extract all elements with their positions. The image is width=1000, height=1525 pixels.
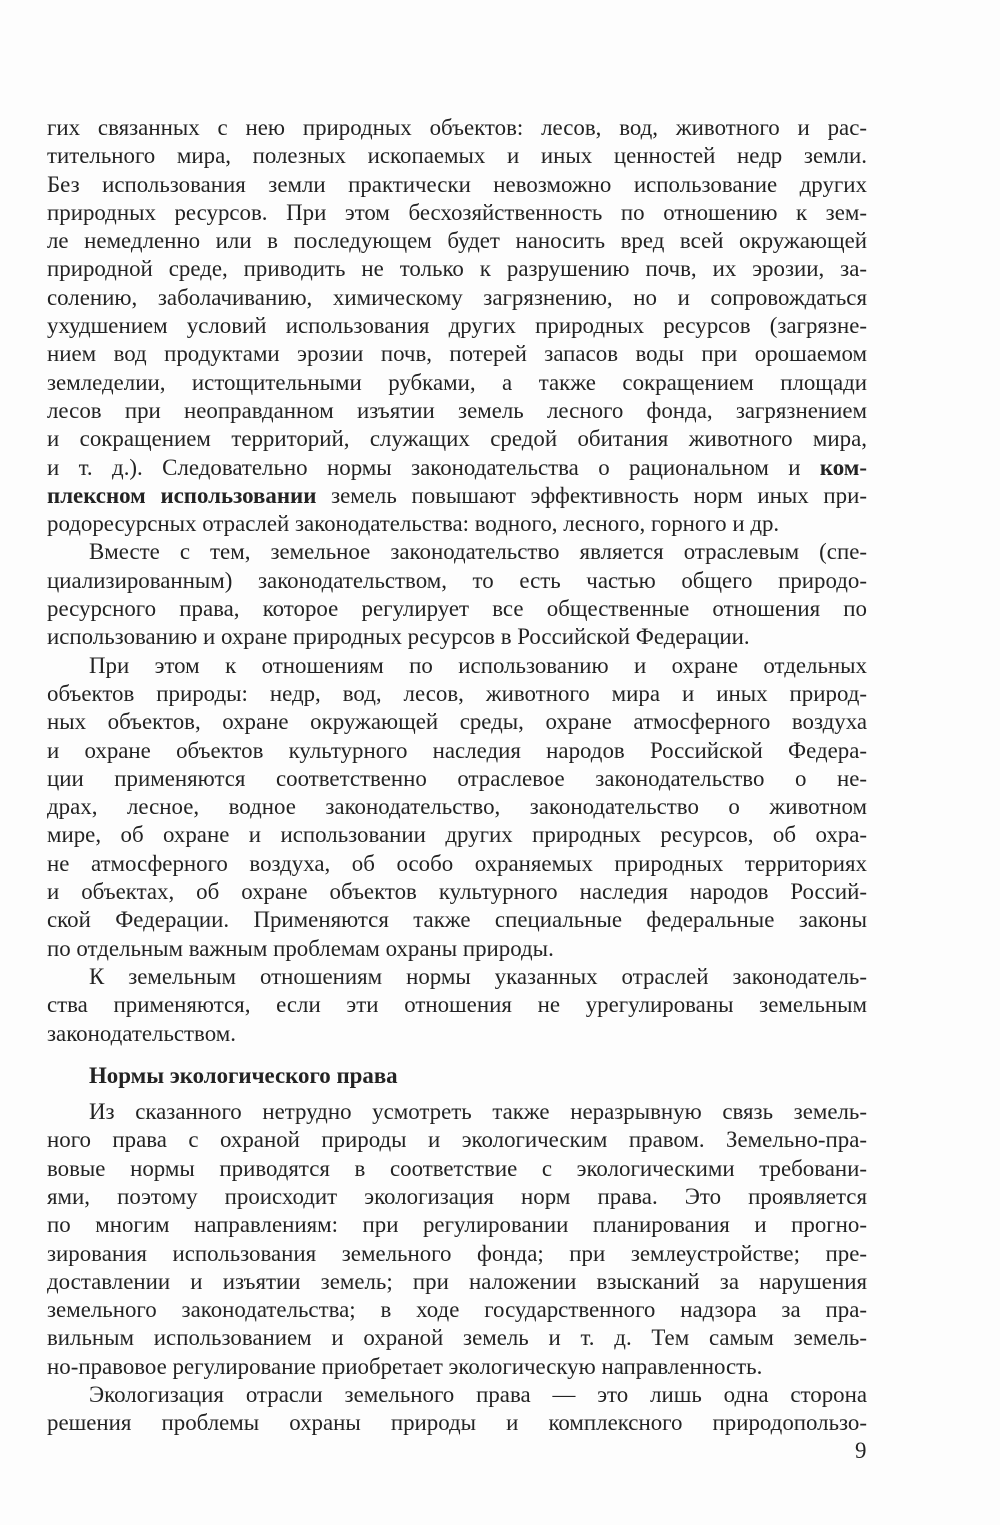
text-line: зирования использования земельного фонда; при землеустройстве; пре-	[47, 1240, 867, 1266]
text-line: тительного мира, полезных ископаемых и иных ценностей недр земли.	[47, 143, 867, 169]
text-line: циализированным) законодательством, то есть частью общего природо-	[47, 567, 867, 593]
paragraph-4	[47, 963, 867, 1048]
text-line: ства применяются, если эти отношения не урегулированы земельным	[47, 992, 867, 1018]
text-line: ных объектов, охране окружающей среды, охране атмосферного воздуха	[47, 709, 867, 735]
text-line: нием вод продуктами эрозии почв, потерей запасов воды при орошаемом	[47, 341, 867, 367]
text-line: земельного законодательства; в ходе государственного надзора за пра-	[47, 1297, 867, 1323]
text-line-with-bold	[47, 482, 867, 510]
text-column	[47, 114, 867, 1438]
text-line: ции применяются соответственно отраслевое законодательство о не-	[47, 765, 867, 791]
text-line: ного права с охраной природы и экологическим правом. Земельно-пра-	[47, 1127, 867, 1153]
bold-term-part-2: плексном использовании	[47, 482, 317, 508]
text-line: солению, заболачиванию, химическому загрязнению, но и сопровождаться	[47, 284, 867, 310]
text-line: по отдельным важным проблемам охраны природы.	[47, 935, 554, 961]
text-line: доставлении и изъятии земель; при наложении взысканий за нарушения	[47, 1268, 867, 1294]
text-line: законодательством.	[47, 1020, 236, 1046]
text-line: и сокращением территорий, служащих средой обитания животного мира,	[47, 426, 867, 452]
text-line: земледелии, истощительными рубками, а также сокращением площади	[47, 369, 867, 395]
text-line: ле немедленно или в последующем будет наносить вред всей окружающей	[47, 228, 867, 254]
text-line: по многим направлениям: при регулировании планирования и прогно-	[47, 1212, 867, 1238]
text-line: не атмосферного воздуха, об особо охраняемых природных территориях	[47, 850, 867, 876]
text-line: мире, об охране и использовании других природных ресурсов, об охра-	[47, 822, 867, 848]
text-line: гих связанных с нею природных объектов: лесов, вод, животного и рас-	[47, 115, 867, 140]
text-fragment: земель повышают эффективность норм иных при-	[316, 482, 867, 508]
text-line: При этом к отношениям по использованию и охране отдельных	[89, 652, 867, 678]
text-line-with-bold	[47, 454, 867, 482]
page-number: 9	[855, 1438, 867, 1463]
text-line: природных ресурсов. При этом бесхозяйственность по отношению к зем-	[47, 199, 867, 225]
paragraph-6	[47, 1381, 867, 1438]
text-line: и охране объектов культурного наследия народов Российской Федера-	[47, 737, 867, 763]
paragraph-2	[47, 538, 867, 651]
section-heading: Нормы экологического права	[89, 1062, 398, 1088]
text-line: ухудшением условий использования других природных ресурсов (загрязне-	[47, 313, 867, 339]
text-line: К земельным отношениям нормы указанных отраслей законодатель-	[89, 963, 867, 989]
text-line: объектов природы: недр, вод, лесов, животного мира и иных природ-	[47, 680, 867, 706]
text-line: ской Федерации. Применяются также специальные федеральные законы	[47, 907, 867, 933]
text-line: вильным использованием и охраной земель и т. д. Тем самым земель-	[47, 1325, 867, 1351]
text-line: вовые нормы приводятся в соответствие с экологическими требовани-	[47, 1155, 867, 1181]
text-line: но-правовое регулирование приобретает экологическую направленность.	[47, 1353, 763, 1379]
text-line: и объектах, об охране объектов культурного наследия народов Россий-	[47, 879, 867, 905]
paragraph-5	[47, 1098, 867, 1381]
text-line: Экологизация отрасли земельного права — это лишь одна сторона	[89, 1382, 867, 1408]
bold-term-part-1: ком-	[819, 454, 867, 480]
text-line: драх, лесное, водное законодательство, законодательство о животном	[47, 794, 867, 820]
text-line: природной среде, приводить не только к разрушению почв, их эрозии, за-	[47, 256, 867, 282]
text-line: Вместе с тем, земельное законодательство является отраслевым (спе-	[89, 539, 867, 565]
text-line: использованию и охране природных ресурсов в Российской Федерации.	[47, 624, 750, 650]
text-line: родоресурсных отраслей законодательства: водного, лесного, горного и др.	[47, 511, 780, 537]
text-line: решения проблемы охраны природы и комплексного природопользо-	[47, 1410, 867, 1436]
text-line: Без использования земли практически невозможно использование других	[47, 171, 867, 197]
text-line: Из сказанного нетрудно усмотреть также неразрывную связь земель-	[89, 1099, 867, 1125]
text-line: лесов при неоправданном изъятии земель лесного фонда, загрязнением	[47, 397, 867, 423]
text-line: ями, поэтому происходит экологизация норм права. Это проявляется	[47, 1183, 867, 1209]
text-fragment: и т. д.). Следовательно нормы законодательства о рациональном и	[47, 454, 820, 480]
paragraph-1	[47, 114, 867, 538]
paragraph-3	[47, 652, 867, 963]
text-line: ресурсного права, которое регулирует все общественные отношения по	[47, 596, 867, 622]
